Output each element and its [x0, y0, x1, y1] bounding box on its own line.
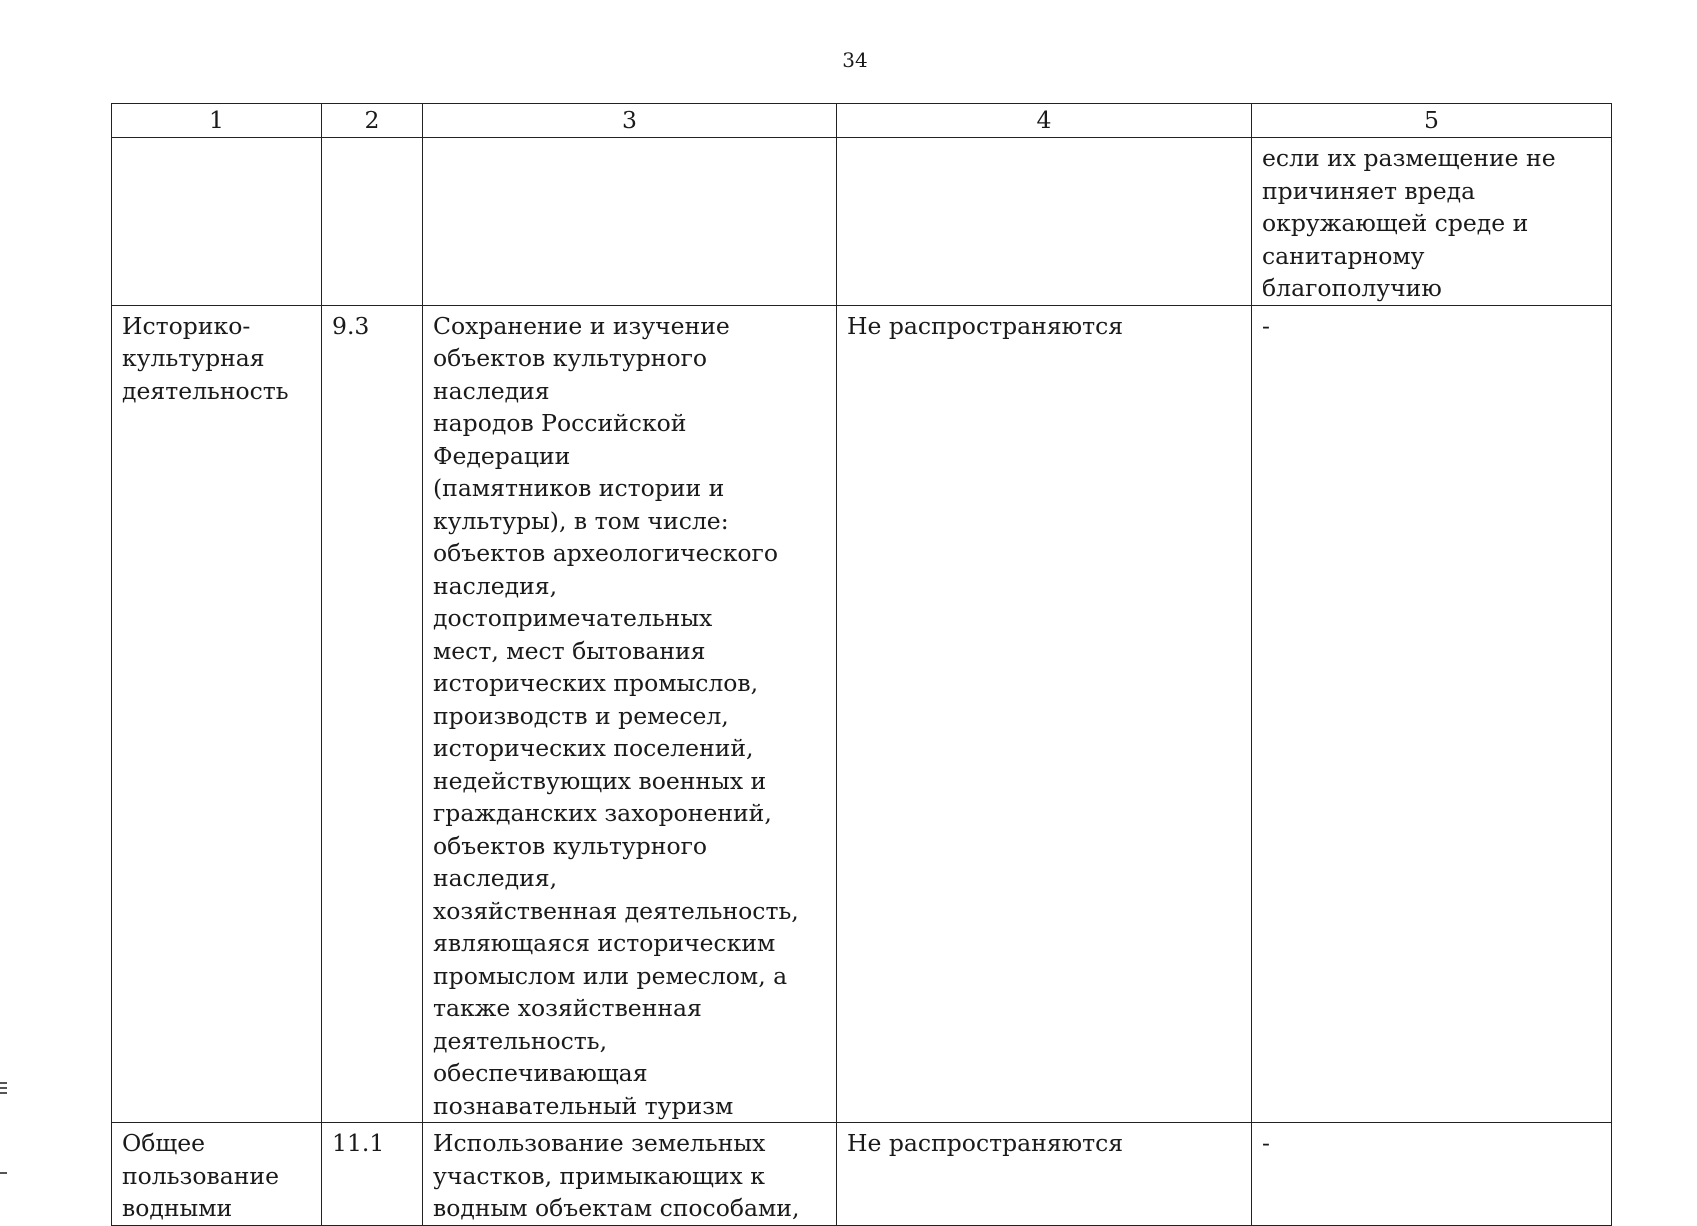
table-cell — [1252, 1123, 1612, 1226]
activity-type: Историко- культурная деятельность — [122, 311, 289, 405]
table-header-row — [112, 104, 1612, 138]
activity-description: Использование земельных участков, примыкающих к водным объектам способами, — [433, 1129, 800, 1222]
table-cell — [837, 1123, 1252, 1226]
scan-edge-mark — [0, 1092, 7, 1094]
notes-text: - — [1262, 1129, 1270, 1157]
scan-edge-mark — [0, 1087, 7, 1089]
table-cell — [1252, 138, 1612, 306]
column-header-2: 2 — [322, 104, 423, 138]
notes-text: - — [1262, 311, 1270, 340]
activity-code: 9.3 — [332, 311, 370, 340]
regulation-text: Не распространяются — [847, 311, 1124, 340]
activity-code: 11.1 — [332, 1129, 385, 1157]
table-cell — [423, 1123, 837, 1226]
table-cell — [1252, 305, 1612, 1123]
regulations-table — [111, 103, 1612, 1226]
page-number: 34 — [842, 48, 868, 72]
table-cell — [423, 305, 837, 1123]
table-cell — [423, 138, 837, 306]
scan-edge-mark — [0, 1082, 7, 1084]
scan-edge-mark — [0, 1172, 7, 1174]
activity-type: Общее пользование водными — [122, 1129, 279, 1222]
activity-description: Сохранение и изучение объектов культурного наследия народов Российской Федерации (памятников истории и культуры), в том числе: объектов археологического наследия, достопримечательных мест, мест бытования исторических промыслов, производств и ремесел, исторических поселений, недействующих военных и гражданских захоронений, объектов культурного наследия, хозяйственная деятельность, являющаяся историческим промыслом или ремеслом, а также хозяйственная деятельность, обеспечивающая познавательный туризм — [433, 311, 799, 1120]
cell-text: если их размещение не причиняет вреда окружающей среде и санитарному благополучию — [1262, 144, 1556, 302]
table-row — [112, 1123, 1612, 1226]
column-header-5: 5 — [1252, 104, 1612, 138]
column-header-1: 1 — [112, 104, 322, 138]
table-row — [112, 305, 1612, 1123]
table-cell — [837, 138, 1252, 306]
regulation-text: Не распространяются — [847, 1129, 1124, 1157]
table-cell — [837, 305, 1252, 1123]
table-row — [112, 138, 1612, 306]
table-cell — [322, 1123, 423, 1226]
column-header-4: 4 — [837, 104, 1252, 138]
table-cell — [322, 305, 423, 1123]
table-cell — [112, 305, 322, 1123]
table-cell — [112, 138, 322, 306]
table-cell — [322, 138, 423, 306]
column-header-3: 3 — [423, 104, 837, 138]
table-cell — [112, 1123, 322, 1226]
